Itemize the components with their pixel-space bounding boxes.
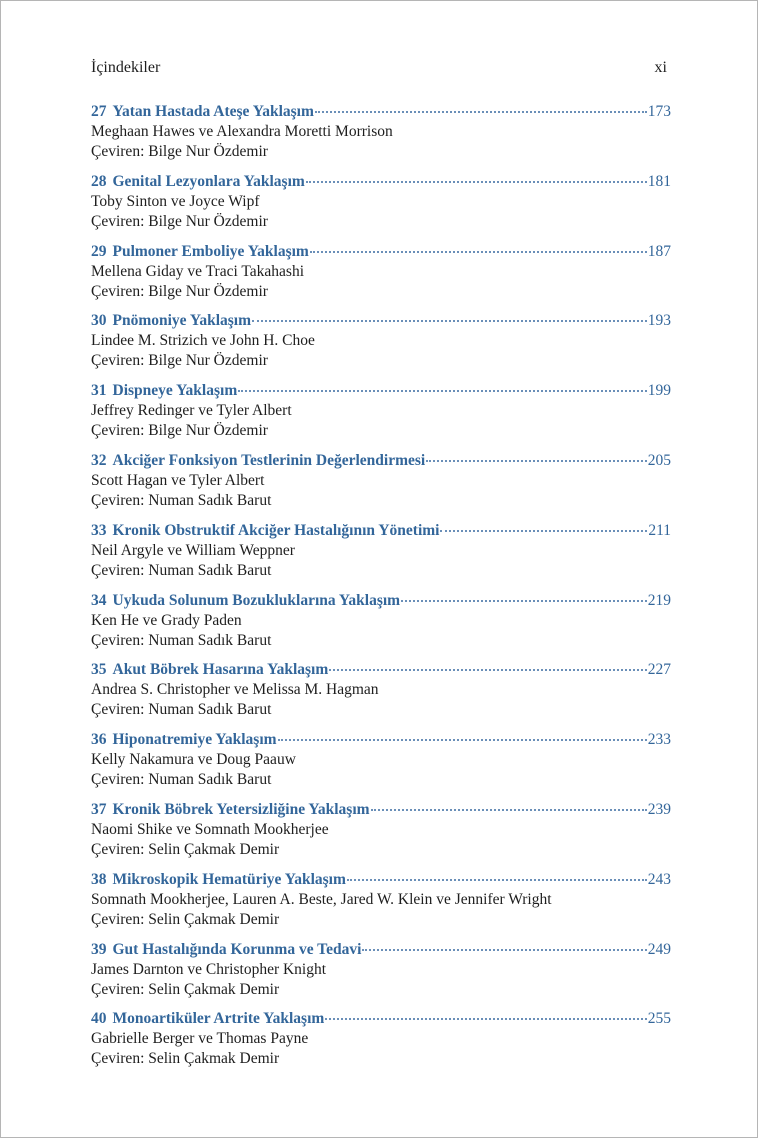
header-page-number: xi [654,59,667,76]
running-title: İçindekiler [91,59,161,76]
chapter-page-number: 193 [647,312,671,330]
chapter-translator: Çeviren: Selin Çakmak Demir [91,980,280,998]
chapter-number: 37 [91,800,107,818]
dot-leader [440,530,647,532]
chapter-page-number: 199 [647,382,671,400]
chapter-title: Monoartiküler Artrite Yaklaşım [112,1010,325,1028]
chapter-page-number: 187 [647,242,671,260]
toc-entry-heading[interactable] [91,591,671,611]
dot-leader [371,809,647,811]
chapter-number: 27 [91,103,107,120]
chapter-page-number: 181 [647,172,671,190]
dot-leader [329,669,646,671]
chapter-authors: Andrea S. Christopher ve Melissa M. Hagman [91,681,379,699]
chapter-translator: Çeviren: Numan Sadık Barut [91,561,272,579]
chapter-number: 28 [91,172,107,190]
chapter-page-number: 173 [647,103,671,120]
chapter-authors: Lindee M. Strizich ve John H. Choe [91,332,315,350]
toc-entry [91,870,671,940]
toc-entry [91,660,671,730]
dot-leader [306,181,647,183]
chapter-authors: Somnath Mookherjee, Lauren A. Beste, Jared W. Klein ve Jennifer Wright [91,890,552,908]
chapter-authors: Gabrielle Berger ve Thomas Payne [91,1030,309,1048]
chapter-title: Kronik Böbrek Yetersizliğine Yaklaşım [112,800,370,818]
dot-leader [315,111,647,113]
toc-entry-heading[interactable] [91,660,671,680]
chapter-title: Pulmoner Emboliye Yaklaşım [112,242,309,260]
chapter-authors: Jeffrey Redinger ve Tyler Albert [91,402,292,420]
toc-entry-heading[interactable] [91,1009,671,1029]
chapter-title: Mikroskopik Hematüriye Yaklaşım [112,870,346,888]
chapter-title: Hiponatremiye Yaklaşım [112,731,277,749]
chapter-title: Yatan Hastada Ateşe Yaklaşım [112,103,314,120]
toc-entry-heading[interactable] [91,311,671,331]
chapter-page-number: 233 [647,731,671,749]
chapter-translator: Çeviren: Selin Çakmak Demir [91,1050,280,1068]
chapter-authors: Ken He ve Grady Paden [91,611,242,629]
chapter-authors: Mellena Giday ve Traci Takahashi [91,262,304,280]
chapter-title: Akciğer Fonksiyon Testlerinin Değerlendirmesi [112,451,426,469]
chapter-translator: Çeviren: Bilge Nur Özdemir [91,352,268,370]
chapter-translator: Çeviren: Bilge Nur Özdemir [91,212,268,230]
chapter-number: 38 [91,870,107,888]
chapter-page-number: 205 [647,451,671,469]
chapter-authors: Scott Hagan ve Tyler Albert [91,471,265,489]
page-header [91,59,667,77]
dot-leader [362,949,646,951]
chapter-number: 34 [91,591,107,609]
toc-entry [91,311,671,381]
chapter-number: 39 [91,940,107,958]
toc-entry-heading[interactable] [91,381,671,401]
toc-entry [91,591,671,661]
toc-entry-heading[interactable] [91,940,671,960]
dot-leader [347,879,647,881]
chapter-page-number: 219 [647,591,671,609]
chapter-translator: Çeviren: Selin Çakmak Demir [91,910,280,928]
chapter-authors: Neil Argyle ve William Weppner [91,541,295,559]
chapter-title: Dispneye Yaklaşım [112,382,238,400]
toc-entry-heading[interactable] [91,870,671,890]
chapter-translator: Çeviren: Bilge Nur Özdemir [91,143,268,160]
chapter-number: 29 [91,242,107,260]
dot-leader [278,739,647,741]
chapter-authors: Meghaan Hawes ve Alexandra Moretti Morrison [91,123,393,140]
chapter-authors: Naomi Shike ve Somnath Mookherjee [91,820,329,838]
toc-entry [91,1009,671,1079]
chapter-number: 32 [91,451,107,469]
chapter-title: Kronik Obstruktif Akciğer Hastalığının Yönetimi [112,521,440,539]
toc-entry [91,451,671,521]
chapter-title: Akut Böbrek Hasarına Yaklaşım [112,661,329,679]
chapter-translator: Çeviren: Numan Sadık Barut [91,491,272,509]
chapter-page-number: 243 [647,870,671,888]
table-of-contents [91,102,671,1079]
chapter-title: Pnömoniye Yaklaşım [112,312,252,330]
chapter-translator: Çeviren: Selin Çakmak Demir [91,840,280,858]
chapter-number: 36 [91,731,107,749]
dot-leader [252,320,647,322]
toc-entry [91,242,671,312]
chapter-translator: Çeviren: Numan Sadık Barut [91,701,272,719]
chapter-page-number: 239 [647,800,671,818]
chapter-number: 40 [91,1010,107,1028]
toc-entry [91,730,671,800]
toc-entry [91,172,671,242]
toc-entry-heading[interactable] [91,521,671,541]
toc-entry [91,940,671,1010]
chapter-translator: Çeviren: Bilge Nur Özdemir [91,422,268,440]
chapter-number: 31 [91,382,107,400]
toc-entry-heading[interactable] [91,800,671,820]
chapter-authors: James Darnton ve Christopher Knight [91,960,327,978]
toc-entry [91,381,671,451]
chapter-page-number: 211 [648,521,671,539]
dot-leader [426,460,647,462]
chapter-number: 30 [91,312,107,330]
toc-entry-heading[interactable] [91,102,671,122]
chapter-page-number: 249 [647,940,671,958]
chapter-authors: Kelly Nakamura ve Doug Paauw [91,751,296,769]
dot-leader [325,1018,646,1020]
chapter-number: 35 [91,661,107,679]
toc-entry [91,800,671,870]
toc-entry-heading[interactable] [91,451,671,471]
chapter-translator: Çeviren: Bilge Nur Özdemir [91,282,268,300]
chapter-title: Genital Lezyonlara Yaklaşım [112,172,305,190]
toc-entry [91,521,671,591]
toc-entry-heading[interactable] [91,730,671,750]
dot-leader [401,600,647,602]
chapter-translator: Çeviren: Numan Sadık Barut [91,771,272,789]
chapter-number: 33 [91,521,107,539]
chapter-page-number: 255 [647,1010,671,1028]
chapter-title: Gut Hastalığında Korunma ve Tedavi [112,940,362,958]
dot-leader [238,390,647,392]
toc-entry-heading[interactable] [91,242,671,262]
chapter-translator: Çeviren: Numan Sadık Barut [91,631,272,649]
chapter-page-number: 227 [647,661,671,679]
chapter-authors: Toby Sinton ve Joyce Wipf [91,192,260,210]
toc-entry-heading[interactable] [91,172,671,192]
chapter-title: Uykuda Solunum Bozukluklarına Yaklaşım [112,591,401,609]
dot-leader [310,251,647,253]
toc-entry [91,102,671,172]
